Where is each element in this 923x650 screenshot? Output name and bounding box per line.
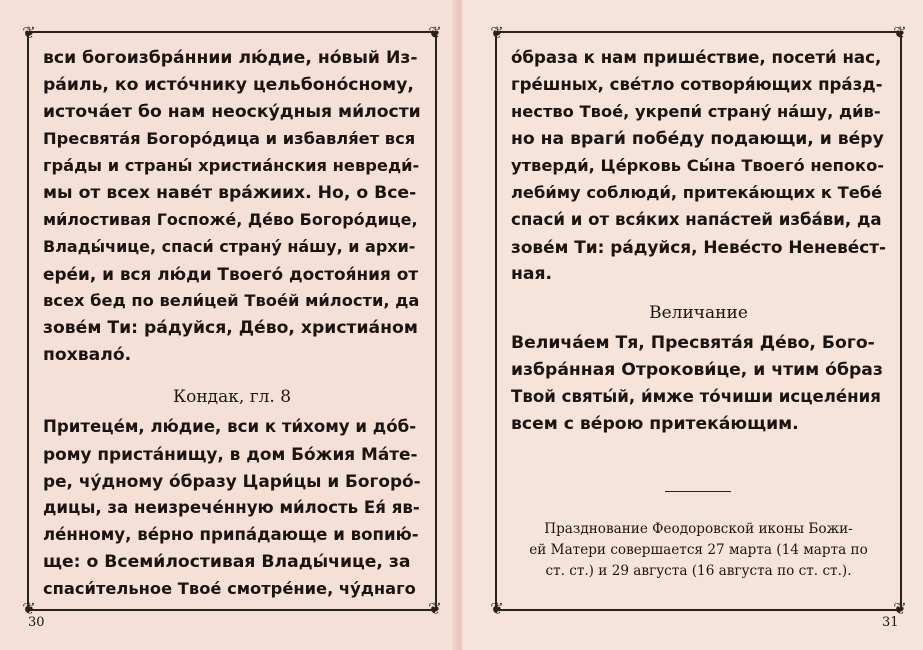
- corner-ornament-icon: ❦: [428, 599, 442, 618]
- note-line: Празднование Феодоровской иконы Божи-: [544, 521, 853, 537]
- page-number: 31: [882, 615, 899, 630]
- text-line: всех бед по вели́цей Твое́й ми́лости, да: [43, 291, 420, 310]
- text-line: о́браза к нам прише́ствие, посети́ нас,: [511, 48, 882, 67]
- text-line: зове́м Ти: ра́дуйся, Неве́сто Неневе́ст-: [511, 237, 887, 257]
- text-line: Притеце́м, лю́дие, вси к ти́хому и до́б-: [43, 417, 417, 436]
- text-line: всем с ве́рою притека́ющим.: [511, 414, 799, 434]
- corner-ornament-icon: ❦: [490, 23, 504, 42]
- text-line: ре, чу́дному о́бразу Цари́цы и Богоро́-: [43, 471, 421, 491]
- text-line: рому приста́нищу, в дом Бо́жия Ма́те-: [43, 444, 418, 464]
- text-line: зове́м Ти: ра́дуйся, Де́во, христиа́ном: [43, 318, 418, 338]
- text-line: Велича́ем Тя, Пресвята́я Де́во, Бого-: [511, 333, 875, 353]
- corner-ornament-icon: ❦: [893, 599, 907, 618]
- text-line: ще: о Всеми́лостивая Влады́чице, за: [43, 552, 411, 572]
- velichanie-heading: Величание: [649, 303, 748, 323]
- right-page: [462, 0, 923, 650]
- text-line: Влады́чице, спаси́ страну́ на́шу, и архи-: [43, 237, 416, 256]
- text-line: но на враги́ побе́ду подающи, и ве́ру: [511, 129, 884, 149]
- text-line: ере́и, и вся лю́ди Твоего́ достоя́ния от: [43, 264, 419, 284]
- text-line: избра́нная Отрокови́це, и чтим о́браз: [511, 360, 883, 380]
- text-line: нество Твое́, укрепи́ страну́ на́шу, ди́в-: [511, 102, 881, 121]
- text-line: ная.: [511, 264, 553, 284]
- text-line: леби́му соблюди́, притека́ющих к Тебе́: [511, 183, 883, 202]
- text-line: ми́лостивая Госпоже́, Де́во Богоро́дице,: [43, 210, 418, 229]
- text-line: гра́ды и страны́ христиа́нския невреди́-: [43, 156, 420, 175]
- text-line: Твой святы́й, и́мже то́чиши исцеле́ния: [511, 387, 881, 406]
- text-line: вси богоизбра́ннии лю́дие, но́вый Из-: [43, 48, 418, 68]
- corner-ornament-icon: ❦: [22, 599, 36, 618]
- corner-ornament-icon: ❦: [428, 23, 442, 42]
- note-line: ст. ст.) и 29 августа (16 августа по ст. ст.).: [545, 563, 852, 579]
- text-line: дицы, за неизрече́нную ми́лость Ея́ яв-: [43, 498, 420, 517]
- note-line: ей Матери совершается 27 марта (14 марта по: [529, 542, 868, 558]
- text-line: спаси́ и от вся́ких напа́стей изба́ви, да: [511, 210, 882, 229]
- right-page-frame: [490, 23, 907, 618]
- text-line: Пресвята́я Богоро́дица и избавля́ет вся: [43, 129, 416, 148]
- corner-ornament-icon: ❦: [22, 23, 36, 42]
- text-line: ле́нному, ве́рно припа́дающе и вопию́-: [43, 525, 419, 544]
- page-number: 30: [28, 615, 45, 630]
- left-page: [0, 0, 458, 650]
- separator-rule: [665, 491, 731, 492]
- text-line: ра́иль, ко исто́чнику цельбоно́сному,: [43, 75, 414, 95]
- text-line: спаси́тельное Твое́ смотре́ние, чу́днаго: [43, 579, 416, 598]
- text-line: похвало́.: [43, 345, 132, 365]
- left-page-frame: [22, 23, 442, 618]
- corner-ornament-icon: ❦: [490, 599, 504, 618]
- kontakion-heading: Кондак, гл. 8: [172, 387, 292, 407]
- text-line: источа́ет бо нам неоску́дныя ми́лости: [43, 102, 421, 122]
- text-line: гре́шных, све́тло сотворя́ющих пра́зд-: [511, 75, 883, 94]
- corner-ornament-icon: ❦: [893, 23, 907, 42]
- text-line: утверди́, Це́рковь Сы́на Твоего́ непоко-: [511, 156, 885, 175]
- text-line: мы от всех наве́т вра́жиих. Но, о Все-: [43, 183, 417, 203]
